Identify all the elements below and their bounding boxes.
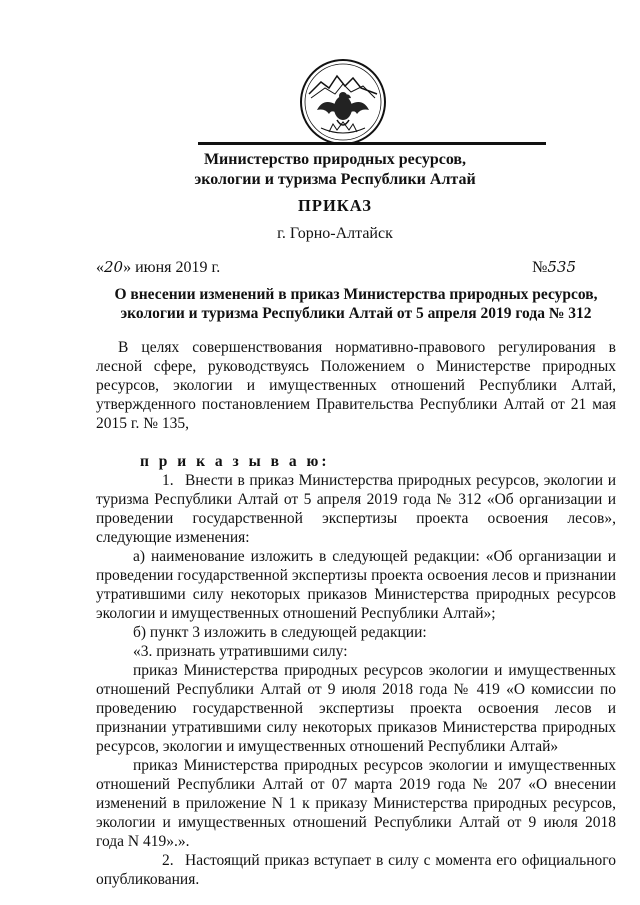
title-line-2: экологии и туризма Республики Алтай от 5 апреля 2019 года № 312 <box>120 305 592 322</box>
number-value: 535 <box>547 258 576 276</box>
date-day: 20 <box>104 258 124 276</box>
sub-item-b-quote: «3. признать утратившими силу: <box>133 643 348 660</box>
document-body <box>96 338 616 889</box>
item-1-text: Внести в приказ Министерства природных ресурсов, экологии и туризма Республики Алтай от 5 апреля 2019 года № 312 «Об организации и проведении государственной экспертизы проекта освоения лесов», следующие изменения: <box>96 472 616 546</box>
ministry-name <box>120 150 550 190</box>
ministry-line-1: Министерство природных ресурсов, <box>203 151 467 168</box>
document-type: ПРИКАЗ <box>298 196 372 215</box>
date-open-quote: « <box>96 259 104 276</box>
header-rule <box>198 142 546 145</box>
coat-of-arms-emblem <box>299 58 387 146</box>
citation-1: приказ Министерства природных ресурсов экологии и имущественных отношений Республики Алтай от 9 июля 2018 года № 419 «О комиссии по проведению государственной экспертизы проекта освоения лесов и признании утратившими силу некоторых приказов Министерства природных ресурсов, экологии и имущественных отношений Республики Алтай» <box>96 662 616 755</box>
item-1-number: 1. <box>162 472 174 489</box>
citation-2: приказ Министерства природных ресурсов экологии и имущественных отношений Республики Алтай от 07 марта 2019 года № 207 «О внесении изменений в приложение N 1 к приказу Министерства природных ресурсов, экологии и имущественных отношений Республики Алтай от 9 июля 2018 года N 419».». <box>96 757 616 850</box>
sub-item-b: б) пункт 3 изложить в следующей редакции: <box>133 624 427 641</box>
order-word: п р и к а з ы в а ю: <box>140 453 330 470</box>
item-2-text: Настоящий приказ вступает в силу с момента его официального опубликования. <box>96 852 616 888</box>
order-title <box>96 285 616 323</box>
item-2-number: 2. <box>162 852 174 869</box>
number-prefix: № <box>532 259 548 276</box>
date-rest: июня 2019 г. <box>131 259 221 276</box>
ministry-line-2: экологии и туризма Республики Алтай <box>194 171 476 188</box>
order-number <box>532 258 576 277</box>
title-line-1: О внесении изменений в приказ Министерства природных ресурсов, <box>114 286 598 303</box>
item-1 <box>96 471 616 547</box>
preamble: В целях совершенствования нормативно-правового регулирования в лесной сфере, руководствуясь Положением о Министерстве природных ресурсов, экологии и имущественных отношений Республики Алтай, утвержденного постановлением Правительства Республики Алтай от 21 мая 2015 г. № 135, <box>96 339 616 432</box>
sub-item-a: а) наименование изложить в следующей редакции: «Об организации и проведении государственной экспертизы проекта освоения лесов и признании утратившими силу некоторых приказов Министерства природных ресурсов экологии и имущественных отношений Республики Алтай»; <box>96 548 616 622</box>
date-close-quote: » <box>123 259 132 276</box>
city: г. Горно-Алтайск <box>277 225 393 242</box>
order-date <box>96 258 220 277</box>
item-2 <box>96 851 616 889</box>
